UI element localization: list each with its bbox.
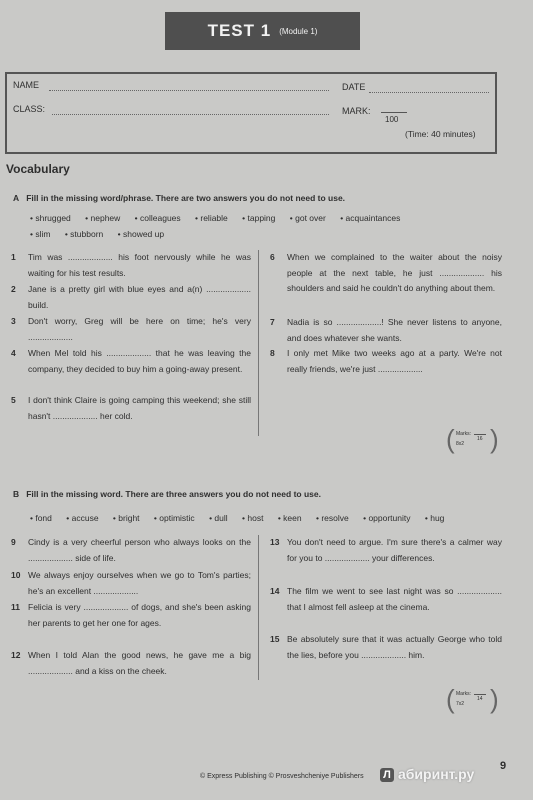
test-title: TEST 1 — [207, 21, 272, 40]
word-bank-item: showed up — [122, 229, 165, 239]
class-line[interactable] — [52, 114, 329, 115]
class-label: CLASS: — [13, 104, 46, 114]
date-line[interactable] — [369, 92, 489, 93]
part-a-instruction — [13, 193, 493, 203]
question-3: 3 Don't worry, Greg will be here on time; he's very ................... — [11, 316, 251, 342]
part-a-letter: A — [13, 193, 20, 203]
word-bank-item: tapping — [247, 213, 276, 223]
time-label: (Time: 40 minutes) — [405, 129, 476, 139]
name-label: NAME — [13, 80, 40, 90]
word-bank-item: slim — [35, 229, 51, 239]
question-13: 13 You don't need to argue. I'm sure there's a calmer way for you to ................... your differences. — [270, 537, 502, 563]
part-a-instruction-text: Fill in the missing word/phrase. There are two answers you do not need to use. — [26, 193, 346, 203]
word-bank-item: reliable — [200, 213, 228, 223]
mark-line[interactable] — [381, 112, 407, 113]
word-bank-item: colleagues — [140, 213, 181, 223]
question-1: 1 Tim was ................... his foot nervously while he was waiting for his test results. — [11, 252, 251, 278]
student-info-box — [5, 72, 497, 154]
word-bank-item: keen — [283, 513, 302, 523]
column-divider — [258, 535, 259, 680]
logo-icon: Л — [380, 768, 394, 782]
watermark-text: абиринт.ру — [398, 766, 475, 782]
part-b-instruction — [13, 489, 493, 499]
word-bank-item: dull — [214, 513, 228, 523]
word-bank-item: nephew — [90, 213, 121, 223]
word-bank-item: stubborn — [70, 229, 104, 239]
word-bank-item: accuse — [71, 513, 99, 523]
question-4: 4 When Mel told his ................... that he was leaving the company, they decided to buy him a going-away present. — [11, 348, 251, 374]
question-9: 9 Cindy is a very cheerful person who always looks on the ................... side of life. — [11, 537, 251, 563]
part-b-marks: ( Marks: 7x2 14 ) — [446, 684, 499, 714]
question-2: 2 Jane is a pretty girl with blue eyes and a(n) ................... build. — [11, 284, 251, 310]
copyright-text: © Express Publishing © Prosveshcheniye Publishers — [200, 773, 364, 780]
section-title: Vocabulary — [6, 162, 70, 176]
part-a-word-bank-row2: • slim • stubborn • showed up — [30, 229, 165, 239]
word-bank-item: host — [247, 513, 264, 523]
question-5: 5 I don't think Claire is going camping this weekend; she still hasn't ................... her cold. — [11, 395, 251, 421]
question-8: 8 I only met Mike two weeks ago at a party. We're not really friends, we're just ................... — [270, 348, 502, 374]
part-b-letter: B — [13, 489, 20, 499]
part-b-word-bank: • fond • accuse • bright • optimistic • dull • host • keen • resolve • opportunity • hug — [30, 513, 445, 523]
word-bank-item: got over — [295, 213, 326, 223]
part-a-marks: ( Marks: 8x2 16 ) — [446, 424, 499, 454]
test-title-box — [165, 12, 360, 50]
question-14: 14 The film we went to see last night was so ................... that I almost fell asleep at the cinema. — [270, 586, 502, 612]
question-7: 7 Nadia is so ...................! She never listens to anyone, and does whatever she wants. — [270, 317, 502, 343]
part-a-word-bank-row1: • shrugged • nephew • colleagues • reliable • tapping • got over • acquaintances — [30, 213, 401, 223]
word-bank-item: shrugged — [35, 213, 71, 223]
page-number: 9 — [500, 760, 507, 772]
part-b-instruction-text: Fill in the missing word. There are three answers you do not need to use. — [26, 489, 321, 499]
question-15: 15 Be absolutely sure that it was actually George who told the lies, before you ................... him. — [270, 634, 502, 660]
word-bank-item: bright — [118, 513, 140, 523]
name-line[interactable] — [49, 90, 329, 91]
date-label: DATE — [342, 82, 366, 92]
word-bank-item: opportunity — [368, 513, 411, 523]
module-label: (Module 1) — [279, 26, 318, 36]
question-11: 11 Felicia is very ................... of dogs, and she's been asking her parents to get her one for ages. — [11, 602, 251, 628]
question-6: 6 When we complained to the waiter about the noisy people at the next table, he just ................... his shoulders and said he couldn't do anything about them. — [270, 252, 502, 293]
word-bank-item: acquaintances — [345, 213, 401, 223]
word-bank-item: hug — [430, 513, 445, 523]
question-12: 12 When I told Alan the good news, he gave me a big ................... and a kiss on the cheek. — [11, 650, 251, 676]
word-bank-item: resolve — [321, 513, 349, 523]
column-divider — [258, 250, 259, 436]
word-bank-item: fond — [35, 513, 52, 523]
question-10: 10 We always enjoy ourselves when we go to Tom's parties; he's an excellent ................... — [11, 570, 251, 596]
watermark — [380, 766, 510, 788]
mark-total: 100 — [385, 115, 399, 124]
word-bank-item: optimistic — [159, 513, 195, 523]
mark-label: MARK: — [342, 106, 371, 116]
